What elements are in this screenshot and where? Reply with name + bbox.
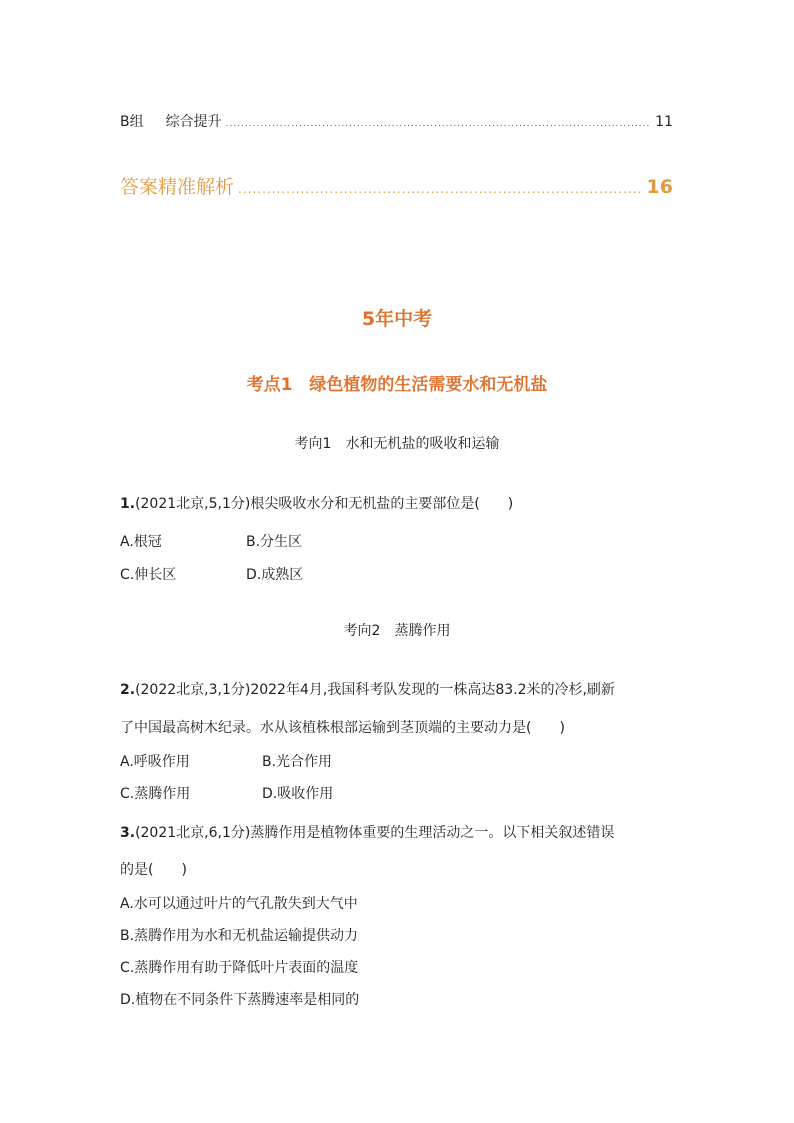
toc-dot-leader [238,182,643,196]
question-number: 3. [120,825,136,841]
question-text-line: (2022北京,3,1分)2022年4月,我国科考队发现的一株高达83.2米的冷杉,刷新 [135,682,615,698]
toc-row-b-group[interactable] [120,111,673,131]
section-title: 5年中考 [361,308,433,330]
question-3-option-a: A.水可以通过叶片的气孔散失到大气中 [120,896,358,912]
question-1-option-b: B.分生区 [246,534,303,550]
question-3-option-b: B.蒸腾作用为水和无机盐运输提供动力 [120,928,359,944]
question-number: 2. [120,682,136,698]
toc-answers-title: 答案精准解析 [120,176,235,198]
toc-dot-leader [226,119,652,129]
question-3-option-d: D.植物在不同条件下蒸腾速率是相同的 [120,992,360,1008]
question-1-option-c: C.伸长区 [120,567,177,583]
question-number: 1. [120,496,136,512]
toc-answers-page: 16 [646,176,673,198]
toc-row-answers[interactable] [120,172,673,199]
toc-b-title: 综合提升 [165,114,222,130]
question-1-option-a: A.根冠 [120,534,162,550]
direction-title-1: 考向1 水和无机盐的吸收和运输 [294,436,500,452]
question-2-option-c: C.蒸腾作用 [120,786,191,802]
toc-b-page: 11 [655,114,673,130]
point-title: 考点1 绿色植物的生活需要水和无机盐 [246,375,548,395]
question-2-option-a: A.呼吸作用 [120,754,190,770]
question-3-stem-line-2: 的是( ) [120,862,187,878]
question-text-line: (2021北京,5,1分)根尖吸收水分和无机盐的主要部位是( ) [135,496,514,512]
question-3-option-c: C.蒸腾作用有助于降低叶片表面的温度 [120,960,359,976]
question-2-stem-line-2: 了中国最高树木纪录。水从该植株根部运输到茎顶端的主要动力是( ) [120,720,565,736]
question-1-option-d: D.成熟区 [246,567,304,583]
direction-title-2: 考向2 蒸腾作用 [343,623,451,639]
question-1-stem [120,493,513,513]
question-2-stem-line-1 [120,679,615,699]
toc-b-label: B组 [120,114,144,130]
question-2-option-b: B.光合作用 [262,754,333,770]
question-text-line: (2021北京,6,1分)蒸腾作用是植物体重要的生理活动之一。以下相关叙述错误 [135,825,615,841]
question-2-option-d: D.吸收作用 [262,786,334,802]
question-3-stem-line-1 [120,822,614,842]
